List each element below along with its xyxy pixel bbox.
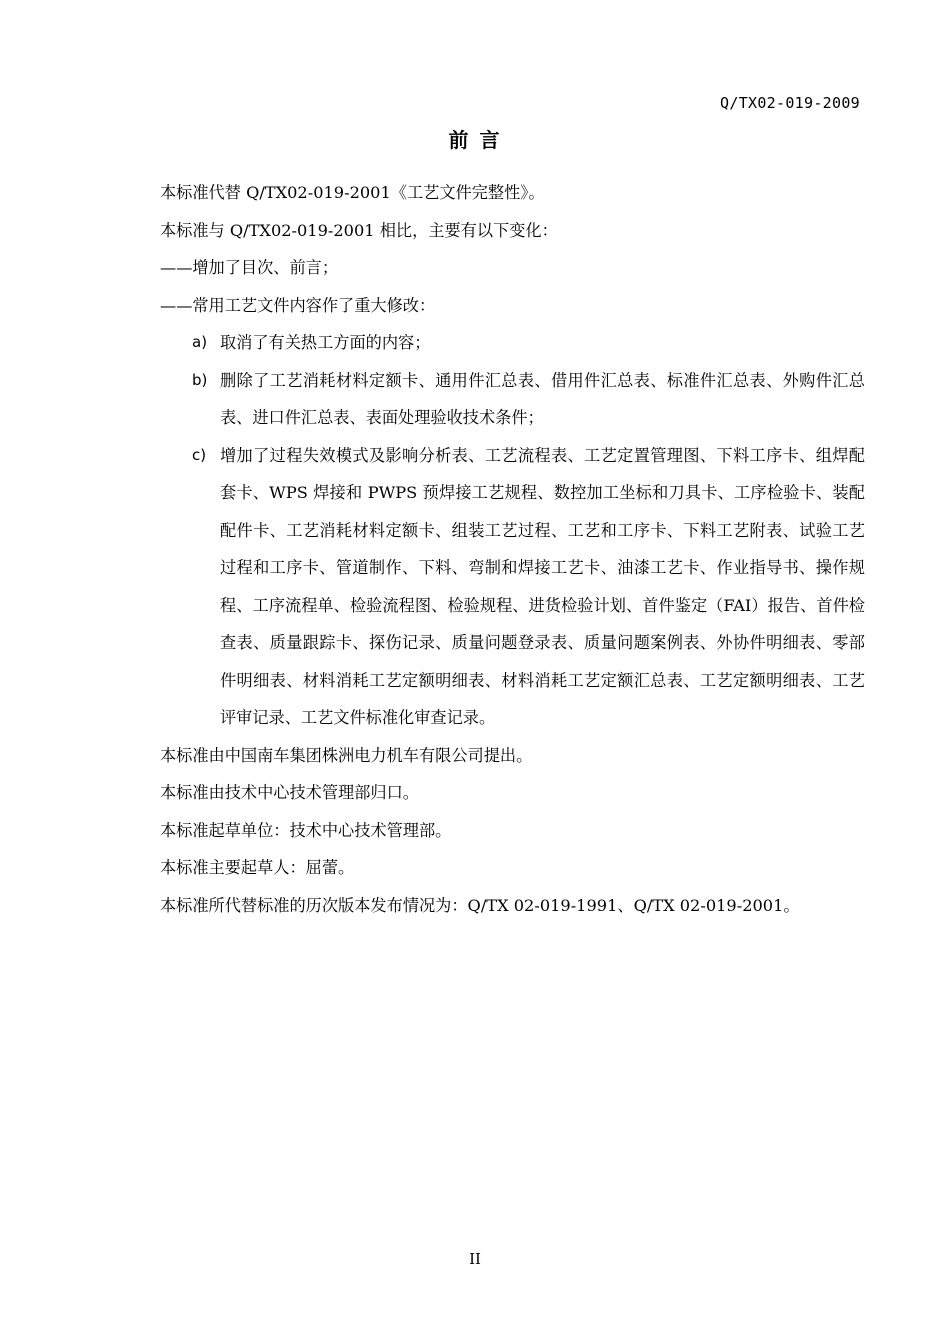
list-item bbox=[160, 324, 865, 362]
paragraph-change-docs: ——常用工艺文件内容作了重大修改： bbox=[160, 295, 436, 315]
paragraph-drafter: 本标准主要起草人：屈蕾。 bbox=[160, 858, 355, 877]
paragraph-drafting-unit: 本标准起草单位：技术中心技术管理部。 bbox=[160, 820, 452, 840]
paragraph-change-toc: ——增加了目次、前言； bbox=[160, 258, 339, 277]
paragraph-responsible-dept: 本标准由技术中心技术管理部归口。 bbox=[160, 783, 419, 802]
list-item-mark: b) bbox=[192, 370, 208, 389]
paragraph-replaces: 本标准代替 Q/TX02-019-2001《工艺文件完整性》。 bbox=[160, 183, 545, 202]
list-item bbox=[160, 437, 865, 737]
document-body bbox=[160, 174, 865, 924]
list-item-text: 取消了有关热工方面的内容； bbox=[220, 333, 431, 352]
page-number: II bbox=[469, 1250, 481, 1268]
list-item-text: 增加了过程失效模式及影响分析表、工艺流程表、工艺定置管理图、下料工序卡、组焊配套卡、WPS 焊接和 PWPS 预焊接工艺规程、数控加工坐标和刀具卡、工序检验卡、装配配件卡、工艺消耗材料定额卡、组装工艺过程、工艺和工序卡、下料工艺附表、试验工艺过程和工序卡、管道制作、下料、弯制和焊接工艺卡、油漆工艺卡、作业指导书、操作规程、工序流程单、检验流程图、检验规程、进货检验计划、首件鉴定（FAI）报告、首件检查表、质量跟踪卡、探伤记录、质量问题登录表、质量问题案例表、外协件明细表、零部件明细表、材料消耗工艺定额明细表、材料消耗工艺定额汇总表、工艺定额明细表、工艺评审记录、工艺文件标准化审查记录。 bbox=[220, 445, 865, 727]
standard-code: Q/TX02-019-2009 bbox=[720, 94, 860, 112]
list-item-text: 删除了工艺消耗材料定额卡、通用件汇总表、借用件汇总表、标准件汇总表、外购件汇总表、进口件汇总表、表面处理验收技术条件； bbox=[220, 370, 865, 427]
list-item bbox=[160, 362, 865, 437]
paragraph-proposer: 本标准由中国南车集团株洲电力机车有限公司提出。 bbox=[160, 745, 533, 765]
paragraph-history: 本标准所代替标准的历次版本发布情况为：Q/TX 02-019-1991、Q/TX 02-019-2001。 bbox=[160, 895, 800, 915]
page-title: 前 言 bbox=[448, 128, 502, 152]
list-item-mark: c) bbox=[192, 445, 207, 464]
list-item-mark: a) bbox=[192, 333, 208, 351]
paragraph-changes-intro: 本标准与 Q/TX02-019-2001 相比，主要有以下变化： bbox=[160, 220, 558, 240]
